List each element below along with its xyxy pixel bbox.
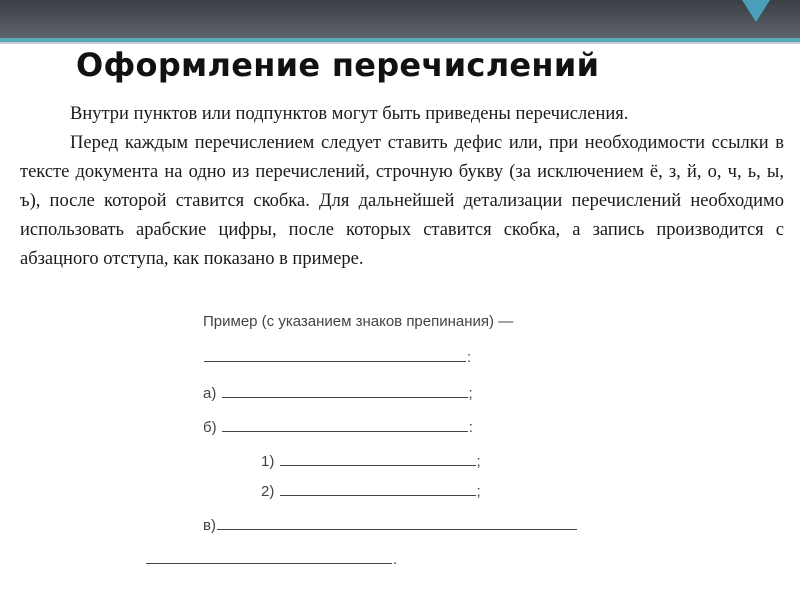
example-sub-1 — [261, 451, 481, 470]
blank-line — [146, 549, 392, 564]
blank-line — [217, 515, 577, 530]
item-label: 1) — [261, 453, 275, 470]
blank-line — [222, 417, 468, 432]
corner-accent — [742, 0, 770, 22]
slide-title: Оформление перечислений — [76, 46, 600, 84]
blank-line — [280, 481, 476, 496]
header-stripe-gray — [0, 42, 800, 44]
item-label: 2) — [261, 483, 275, 500]
example-final-line — [145, 549, 397, 568]
blank-line — [204, 347, 466, 362]
top-bar — [0, 0, 800, 38]
slide-body — [20, 100, 784, 274]
example-item-b — [203, 417, 473, 436]
line-end-mark: ; — [468, 385, 473, 402]
line-end-mark: ; — [476, 453, 481, 470]
item-label: б) — [203, 419, 217, 436]
blank-line — [222, 383, 468, 398]
item-label: в) — [203, 517, 216, 534]
example-item-a — [203, 383, 473, 402]
example-item-v — [203, 515, 578, 534]
example-heading: Пример (с указанием знаков препинания) — — [203, 313, 514, 330]
paragraph-2: Перед каждым перечислением следует ставить дефис или, при необходимости ссылки в тексте документа на одно из перечислений, строчную букву (за исключением ё, з, й, о, ч, ь, ы, ъ), после которой ставится скобка. Для дальнейшей детализации перечислений необходимо использовать арабские цифры, после которых ставится скобка, а запись производится с абзацного отступа, как показано в примере. — [20, 133, 784, 269]
line-end-mark: : — [467, 349, 472, 366]
line-end-mark: : — [468, 419, 473, 436]
line-end-mark: . — [393, 551, 398, 568]
example-line-intro — [203, 347, 471, 366]
line-end-mark: ; — [476, 483, 481, 500]
example-sub-2 — [261, 481, 481, 500]
item-label: а) — [203, 385, 217, 402]
paragraph-1: Внутри пунктов или подпунктов могут быть приведены перечисления. — [70, 104, 629, 124]
blank-line — [280, 451, 476, 466]
